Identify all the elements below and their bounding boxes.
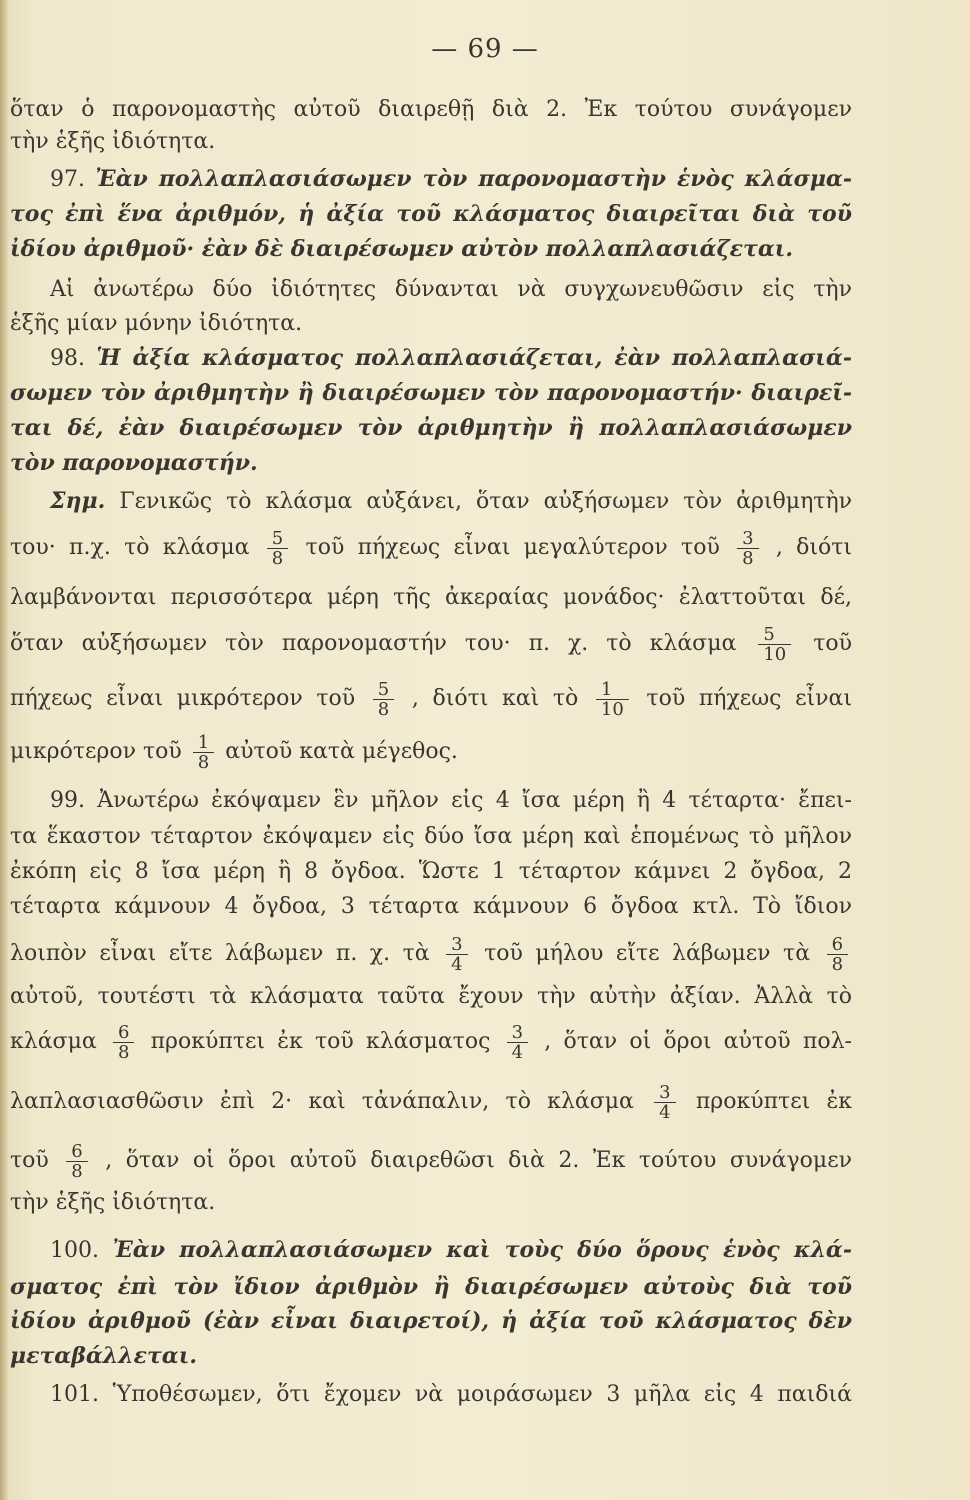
text-line: τα ἕκαστον τέταρτον ἐκόψαμεν εἰς δύο ἴσα μέρη καὶ ἑπομένως τὸ μῆλον xyxy=(10,824,852,849)
text-span: Αἱ ἀνωτέρω δύο ἰδιότητες δύνανται νὰ συγχωνευθῶσιν εἰς τὴν xyxy=(50,277,852,302)
text-line-with-fractions xyxy=(10,524,852,572)
text-span: μικρότερον τοῦ xyxy=(10,739,182,764)
text-span: προκύπτει ἐκ τοῦ κλάσματος xyxy=(150,1029,491,1054)
denominator: 8 xyxy=(271,547,284,569)
text-span: 99. Ἀνωτέρω ἐκόψαμεν ἓν μῆλον εἰς 4 ἴσα μέρη ἢ 4 τέταρτα· ἔπει- xyxy=(50,788,852,813)
numerator: 1 xyxy=(596,680,629,700)
paragraph-number: 97. xyxy=(50,167,85,192)
text-line: αὐτοῦ, τουτέστι τὰ κλάσματα ταῦτα ἔχουν τὴν αὐτὴν ἀξίαν. Ἀλλὰ τὸ xyxy=(10,984,852,1009)
text-line xyxy=(10,275,852,305)
rule-text: Ἐὰν πολλαπλασιάσωμεν τὸν παρονομαστὴν ἑνὸς κλάσμα- xyxy=(95,166,852,192)
text-span: του· π.χ. τὸ κλάσμα xyxy=(10,535,250,560)
numerator: 3 xyxy=(654,1083,675,1103)
denominator: 8 xyxy=(831,953,844,975)
denominator: 10 xyxy=(763,643,787,665)
text-line: τὴν ἑξῆς ἰδιότητα. xyxy=(10,1190,216,1215)
rule-text: Ἐὰν πολλαπλασιάσωμεν καὶ τοὺς δύο ὅρους ἑνὸς κλά- xyxy=(112,1237,852,1263)
paragraph-number: 100. xyxy=(50,1238,99,1263)
text-span: , ὅταν οἱ ὅροι αὐτοῦ διαιρεθῶσι διὰ 2. Ἐκ τούτου συνάγομεν xyxy=(105,1148,852,1173)
text-line: λαμβάνονται περισσότερα μέρη τῆς ἀκεραίας μονάδος· ἐλαττοῦται δέ, xyxy=(10,585,852,610)
note-text: Γενικῶς τὸ κλάσμα αὐξάνει, ὅταν αὐξήσωμεν τὸν ἀριθμητὴν xyxy=(119,489,852,514)
rule-97 xyxy=(10,164,852,195)
text-span: λαπλασιασθῶσιν ἐπὶ 2· καὶ τἀνάπαλιν, τὸ κλάσμα xyxy=(10,1089,634,1114)
denominator: 4 xyxy=(659,1101,671,1123)
fraction-6-8 xyxy=(66,1142,87,1181)
rule-98 xyxy=(10,343,852,374)
denominator: 4 xyxy=(451,953,463,975)
fraction-5-8 xyxy=(267,529,288,568)
numerator: 5 xyxy=(758,625,791,645)
text-span: 101. Ὑποθέσωμεν, ὅτι ἔχομεν νὰ μοιράσωμεν 3 μῆλα εἰς 4 παιδιά xyxy=(50,1382,852,1407)
page-number: — 69 — xyxy=(431,34,539,64)
numerator: 5 xyxy=(267,529,288,549)
text-span: λοιπὸν εἶναι εἴτε λάβωμεν π. χ. τὰ xyxy=(10,941,430,966)
text-line xyxy=(10,1380,852,1410)
note-label: Σημ. xyxy=(50,488,106,514)
rule-text: Ἡ ἀξία κλάσματος πολλαπλασιάζεται, ἐὰν πολλαπλασιά- xyxy=(96,345,852,371)
rule-text: τος ἐπὶ ἕνα ἀριθμόν, ἡ ἀξία τοῦ κλάσματος διαιρεῖται διὰ τοῦ xyxy=(10,201,852,227)
fraction-5-8 xyxy=(373,680,394,719)
rule-text: ται δέ, ἐὰν διαιρέσωμεν τὸν ἀριθμητὴν ἢ πολλαπλασιάσωμεν xyxy=(10,415,852,441)
numerator: 6 xyxy=(66,1142,87,1162)
text-span: τοῦ xyxy=(813,631,852,656)
denominator: 8 xyxy=(742,547,754,569)
text-span: , ὅταν οἱ ὅροι αὐτοῦ πολ- xyxy=(544,1029,852,1054)
text-line: ἐκόπη εἰς 8 ἴσα μέρη ἢ 8 ὄγδοα. Ὥστε 1 τέταρτον κάμνει 2 ὄγδοα, 2 xyxy=(10,859,852,884)
fraction-6-8 xyxy=(113,1023,134,1062)
numerator: 6 xyxy=(827,935,848,955)
fraction-3-4 xyxy=(507,1023,528,1062)
denominator: 4 xyxy=(511,1041,524,1063)
text-line-with-fractions xyxy=(10,930,852,978)
text-span: τοῦ πήχεως εἶναι xyxy=(646,686,852,711)
text-line-with-fractions xyxy=(10,620,852,668)
text-line-with-fractions xyxy=(10,1137,852,1185)
fraction-5-10 xyxy=(758,625,791,664)
text-span: τοῦ xyxy=(10,1148,49,1173)
denominator: 8 xyxy=(377,698,390,720)
rule-text: σωμεν τὸν ἀριθμητὴν ἢ διαιρέσωμεν τὸν παρονομαστήν· διαιρεῖ- xyxy=(10,380,852,406)
fraction-3-4 xyxy=(654,1083,675,1122)
fraction-1-8 xyxy=(193,733,214,772)
rule-text: σματος ἐπὶ τὸν ἴδιον ἀριθμὸν ἢ διαιρέσωμεν αὐτοὺς διὰ τοῦ xyxy=(10,1274,852,1300)
text-line-with-fractions xyxy=(10,675,852,723)
text-span: , διότι καὶ τὸ xyxy=(411,686,579,711)
text-span: προκύπτει ἐκ xyxy=(695,1089,853,1114)
rule-text: ἰδίου ἀριθμοῦ (ἐὰν εἶναι διαιρετοί), ἡ ἀξία τοῦ κλάσματος δὲν xyxy=(10,1308,852,1334)
fraction-3-4 xyxy=(446,935,467,974)
numerator: 3 xyxy=(507,1023,528,1043)
rule-100 xyxy=(10,1235,852,1266)
numerator: 3 xyxy=(446,935,467,955)
numerator: 1 xyxy=(193,733,214,753)
text-span: τοῦ μήλου εἴτε λάβωμεν τὰ xyxy=(484,941,811,966)
page-binding-edge xyxy=(0,0,8,1500)
text-span: πήχεως εἶναι μικρότερον τοῦ xyxy=(10,686,356,711)
rule-text: ἰδίου ἀριθμοῦ· ἐὰν δὲ διαιρέσωμεν αὐτὸν πολλαπλασιάζεται. xyxy=(10,236,794,262)
text-line: ἑξῆς μίαν μόνην ἰδιότητα. xyxy=(10,311,303,336)
note-line xyxy=(10,486,852,517)
text-line-with-fractions xyxy=(10,1078,852,1126)
text-line: τὴν ἑξῆς ἰδιότητα. xyxy=(10,129,216,154)
text-line xyxy=(10,786,852,816)
text-line: ὅταν ὁ παρονομαστὴς αὐτοῦ διαιρεθῇ διὰ 2. Ἐκ τούτου συνάγομεν xyxy=(10,97,852,122)
paragraph-number: 98. xyxy=(50,346,85,371)
numerator: 6 xyxy=(113,1023,134,1043)
text-line-with-fractions xyxy=(10,728,852,776)
text-span: αὐτοῦ κατὰ μέγεθος. xyxy=(225,739,458,764)
text-span: , διότι xyxy=(775,535,853,560)
denominator: 8 xyxy=(117,1041,130,1063)
denominator: 8 xyxy=(197,751,210,773)
rule-text: μεταβάλλεται. xyxy=(10,1343,198,1369)
denominator: 10 xyxy=(600,698,624,720)
denominator: 8 xyxy=(71,1160,83,1182)
text-span: τοῦ πήχεως εἶναι μεγαλύτερον τοῦ xyxy=(305,535,720,560)
text-span: κλάσμα xyxy=(10,1029,97,1054)
numerator: 3 xyxy=(737,529,758,549)
text-span: ὅταν αὐξήσωμεν τὸν παρονομαστήν του· π. χ. τὸ κλάσμα xyxy=(10,631,737,656)
numerator: 5 xyxy=(373,680,394,700)
rule-text: τὸν παρονομαστήν. xyxy=(10,450,258,476)
text-line: τέταρτα κάμνουν 4 ὄγδοα, 3 τέταρτα κάμνουν 6 ὄγδοα κτλ. Τὸ ἴδιον xyxy=(10,894,852,919)
fraction-1-10 xyxy=(596,680,629,719)
fraction-3-8 xyxy=(737,529,758,568)
fraction-6-8 xyxy=(827,935,848,974)
text-line-with-fractions xyxy=(10,1018,852,1066)
